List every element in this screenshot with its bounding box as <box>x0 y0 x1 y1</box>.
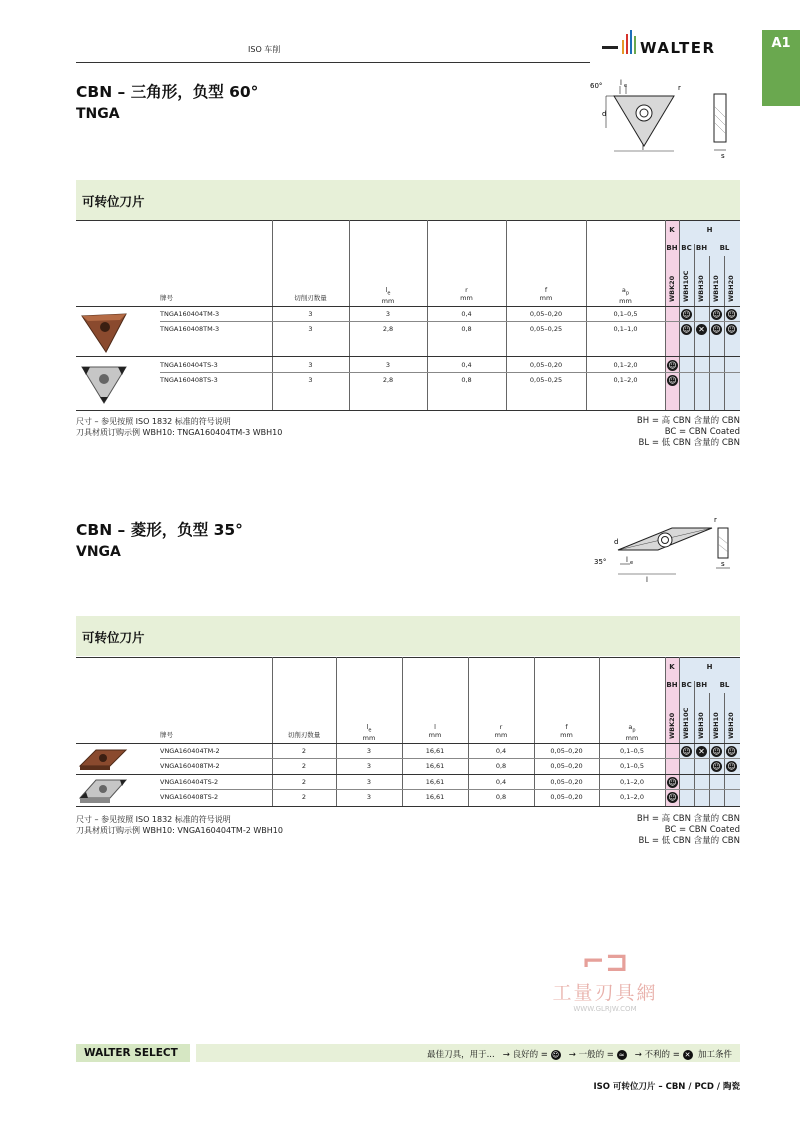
bc-label: BC <box>681 244 692 252</box>
cell-r: 0,8 <box>495 793 507 801</box>
cell-f: 0,05–0,25 <box>529 376 563 384</box>
cell-f: 0,05–0,20 <box>550 778 583 786</box>
cell-edges: 3 <box>308 325 313 333</box>
cell-ap: 0,1–0,5 <box>620 762 644 770</box>
vnga-le-sub: e <box>630 560 634 566</box>
cell-f: 0,05–0,20 <box>529 361 563 369</box>
vnga-l: l <box>646 576 648 584</box>
col-ap: $a_p$ mm <box>625 723 639 743</box>
tnga-ts-insert-image <box>78 361 130 405</box>
col-designation: 牌号 <box>160 731 173 739</box>
walter-select-legend: 最佳刀具，用于... → 良好的 = ☺ → 一般的 = ≈ → 不利的 = ✕ 加工条件 <box>196 1044 740 1062</box>
tnga-le: l <box>620 79 622 87</box>
section1-legend: BH = 高 CBN 含量的 CBN BC = CBN Coated BL = 低 CBN 含量的 CBN <box>636 416 740 448</box>
cell-l: 16,61 <box>425 747 445 755</box>
tnga-l: l <box>642 144 644 152</box>
cell-r: 0,8 <box>461 325 472 333</box>
cell-le: 3 <box>385 310 391 318</box>
section2-note1: 尺寸 – 参见按照 ISO 1832 标准的符号说明 <box>76 815 231 824</box>
vnga-le: l <box>626 556 628 564</box>
cell-code: TNGA160404TM-3 <box>160 310 220 318</box>
cell-f: 0,05–0,20 <box>550 793 583 801</box>
bh-label: BH <box>666 681 678 689</box>
cell-code: VNGA160408TS-2 <box>160 793 219 801</box>
grade-wbh10c: WBH10C <box>682 707 690 739</box>
col-le: $l_e$ mm <box>362 723 376 743</box>
watermark-logo-icon: ⌐⊐ <box>581 945 629 978</box>
good-symbol-icon: ☺ <box>727 324 736 334</box>
section1-subtitle: TNGA <box>76 106 120 122</box>
cell-edges: 3 <box>308 376 313 384</box>
cell-edges: 2 <box>301 793 307 801</box>
grade-wbh10c: WBH10C <box>682 270 690 302</box>
k-group-label: K <box>669 226 675 234</box>
good-symbol-icon: ☺ <box>668 777 677 787</box>
grade-wbk20: WBK20 <box>668 275 676 302</box>
average-symbol-icon: ≈ <box>617 1050 627 1060</box>
section2-table <box>76 657 740 809</box>
tnga-angle: 60° <box>590 82 603 90</box>
col-ap: $a_p$ mm <box>619 286 632 306</box>
good-symbol-icon: ☺ <box>712 324 721 334</box>
section2-title: CBN – 菱形，负型 35° <box>76 521 243 539</box>
good-symbol-icon: ☺ <box>712 761 721 771</box>
cell-le: 3 <box>366 778 372 786</box>
cell-code: VNGA160404TS-2 <box>160 778 219 786</box>
good-symbol-icon: ☺ <box>682 746 691 756</box>
cell-r: 0,8 <box>461 376 472 384</box>
good-symbol-icon: ☺ <box>668 360 677 370</box>
cell-r: 0,4 <box>461 310 472 318</box>
cell-code: VNGA160408TM-2 <box>160 762 220 770</box>
vnga-r: r <box>714 516 717 524</box>
section1-band: 可转位刀片 <box>76 180 740 220</box>
section2-legend: BH = 高 CBN 含量的 CBN BC = CBN Coated BL = 低 CBN 含量的 CBN <box>636 814 740 846</box>
cell-r: 0,4 <box>461 361 472 369</box>
tnga-r: r <box>678 84 681 92</box>
cell-l: 16,61 <box>425 793 445 801</box>
good-symbol-icon: ☺ <box>727 746 736 756</box>
section1-title: CBN – 三角形，负型 60° <box>76 83 259 101</box>
grade-wbk20: WBK20 <box>668 712 676 739</box>
section1-table <box>76 220 740 412</box>
tnga-d: d <box>602 110 607 118</box>
k-group-label: K <box>669 663 675 671</box>
chapter-tab: A1 <box>762 30 800 106</box>
cell-le: 3 <box>366 793 372 801</box>
h-group-label: H <box>706 226 713 234</box>
cell-r: 0,4 <box>495 747 507 755</box>
cell-edges: 2 <box>301 747 307 755</box>
cell-r: 0,4 <box>495 778 507 786</box>
good-symbol-icon: ☺ <box>727 761 736 771</box>
cell-r: 0,8 <box>495 762 507 770</box>
good-symbol-icon: ☺ <box>727 309 736 319</box>
cell-ap: 0,1–2,0 <box>620 793 644 801</box>
grade-wbh20: WBH20 <box>727 275 735 302</box>
watermark-url: WWW.GLRJW.COM <box>573 1005 637 1013</box>
cell-f: 0,05–0,20 <box>550 762 583 770</box>
cell-ap: 0,1–2,0 <box>613 361 638 369</box>
bh-label-2: BH <box>695 681 708 689</box>
cell-ap: 0,1–0,5 <box>613 310 638 318</box>
grade-wbh30: WBH30 <box>697 712 705 739</box>
col-edges: 切削刃数量 <box>287 731 321 739</box>
bc-label: BC <box>681 681 692 689</box>
table-top-rule <box>76 657 740 658</box>
cell-f: 0,05–0,25 <box>529 325 563 333</box>
cell-edges: 2 <box>301 762 307 770</box>
poor-symbol-icon: ✕ <box>696 324 707 335</box>
cell-ap: 0,1–2,0 <box>620 778 644 786</box>
section1-note1: 尺寸 – 参见按照 ISO 1832 标准的符号说明 <box>76 417 231 426</box>
vnga-angle: 35° <box>594 558 607 566</box>
grade-wbh10: WBH10 <box>712 275 720 302</box>
cell-le: 3 <box>385 361 391 369</box>
col-le: $l_e$ mm <box>381 286 395 306</box>
col-f: f mm <box>560 723 573 739</box>
watermark-text: 工量刃具網 <box>552 982 658 1004</box>
cell-f: 0,05–0,20 <box>550 747 583 755</box>
col-l: l mm <box>428 723 442 739</box>
cell-ap: 0,1–0,5 <box>620 747 644 755</box>
bl-label: BL <box>719 681 730 689</box>
cell-l: 16,61 <box>425 778 445 786</box>
table-top-rule <box>76 220 740 221</box>
cell-ap: 0,1–2,0 <box>613 376 638 384</box>
cell-l: 16,61 <box>425 762 445 770</box>
col-edges: 切削刃数量 <box>294 294 327 302</box>
watermark <box>540 945 670 1013</box>
poor-symbol-icon: ✕ <box>683 1050 693 1060</box>
walter-logo <box>600 26 740 60</box>
vnga-diagram <box>592 514 744 586</box>
tnga-le-sub: e <box>624 83 628 89</box>
grade-wbh10: WBH10 <box>712 712 720 739</box>
vnga-s: s <box>721 560 725 568</box>
cell-code: TNGA160404TS-3 <box>160 361 218 369</box>
h-group-label: H <box>706 663 713 671</box>
cell-le: 3 <box>366 762 372 770</box>
good-symbol-icon: ☺ <box>712 309 721 319</box>
cell-edges: 3 <box>308 361 313 369</box>
page-footer: ISO 可转位刀片 – CBN / PCD / 陶瓷 <box>593 1082 740 1092</box>
cell-edges: 3 <box>308 310 313 318</box>
cell-le: 2,8 <box>382 376 394 384</box>
cell-code: VNGA160404TM-2 <box>160 747 220 755</box>
header-rule <box>76 62 590 63</box>
col-designation: 牌号 <box>160 294 173 302</box>
header-section: ISO 车削 <box>248 45 281 54</box>
cell-le: 2,8 <box>382 325 394 333</box>
vnga-tm-insert-image <box>78 746 128 772</box>
cell-code: TNGA160408TS-3 <box>160 376 218 384</box>
vnga-d: d <box>614 538 619 546</box>
bh-label: BH <box>666 244 678 252</box>
grade-wbh30: WBH30 <box>697 275 705 302</box>
tnga-s: s <box>721 152 725 160</box>
walter-select-label: WALTER SELECT <box>76 1044 190 1062</box>
grade-wbh20: WBH20 <box>727 712 735 739</box>
good-symbol-icon: ☺ <box>668 792 677 802</box>
col-r: r mm <box>460 286 473 302</box>
poor-symbol-icon: ✕ <box>696 746 707 757</box>
tnga-tm-insert-image <box>78 310 130 354</box>
bh-label-2: BH <box>695 244 708 252</box>
section2-band: 可转位刀片 <box>76 616 740 656</box>
cell-ap: 0,1–1,0 <box>613 325 638 333</box>
col-r: r mm <box>494 723 508 739</box>
cell-code: TNGA160408TM-3 <box>160 325 220 333</box>
section2-subtitle: VNGA <box>76 544 121 560</box>
good-symbol-icon: ☺ <box>712 746 721 756</box>
cell-edges: 2 <box>301 778 307 786</box>
good-symbol-icon: ☺ <box>551 1050 560 1059</box>
section1-note2: 刀具材质订购示例 WBH10: TNGA160404TM-3 WBH10 <box>76 428 283 437</box>
logo-text: WALTER <box>640 39 716 57</box>
good-symbol-icon: ☺ <box>682 324 691 334</box>
bl-label: BL <box>719 244 730 252</box>
cell-le: 3 <box>366 747 372 755</box>
good-symbol-icon: ☺ <box>682 309 691 319</box>
good-symbol-icon: ☺ <box>668 375 677 385</box>
vnga-ts-insert-image <box>78 776 128 806</box>
tnga-diagram <box>586 76 746 160</box>
col-f: f mm <box>539 286 553 302</box>
section2-note2: 刀具材质订购示例 WBH10: VNGA160404TM-2 WBH10 <box>76 826 283 835</box>
cell-f: 0,05–0,20 <box>529 310 563 318</box>
